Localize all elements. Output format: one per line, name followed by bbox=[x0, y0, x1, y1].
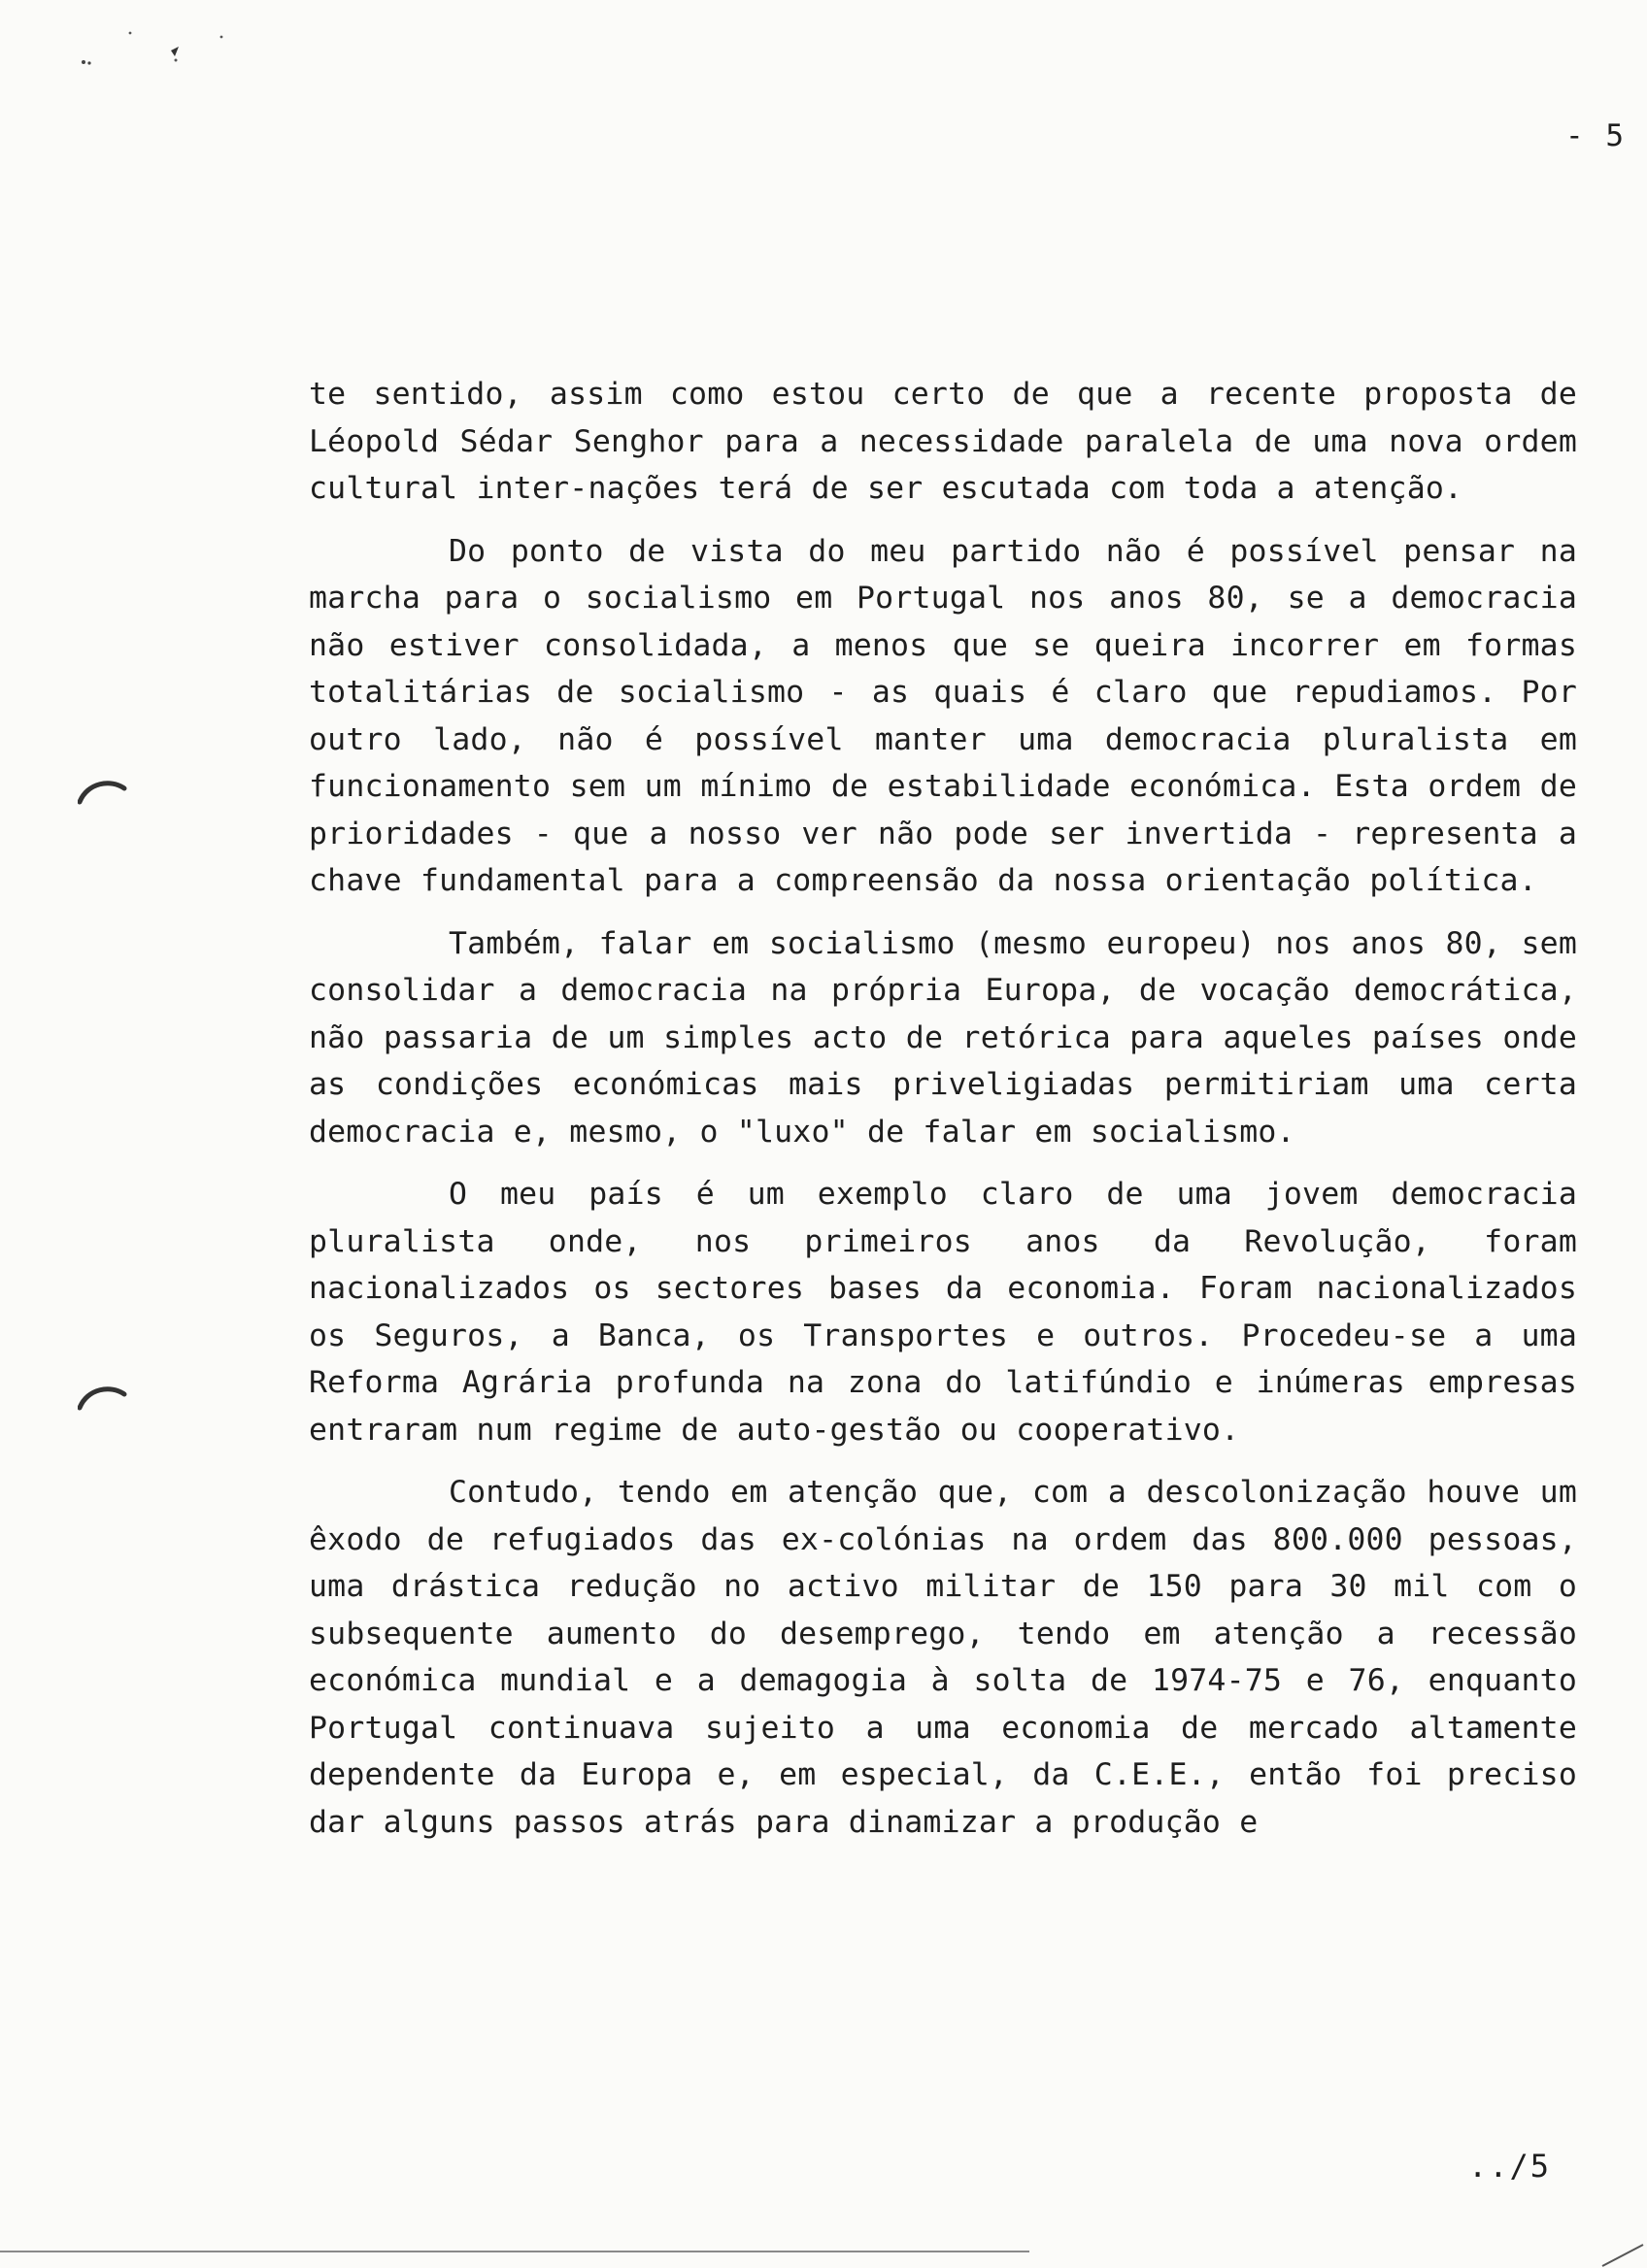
page-number: - 5 bbox=[1565, 118, 1626, 153]
document-body bbox=[309, 371, 1577, 1861]
paragraph: te sentido, assim como estou certo de que a recente proposta de Léopold Sédar Senghor para a necessidade paralela de uma nova ordem cultural inter-nações terá de ser escutada com toda a atenção. bbox=[309, 377, 1577, 506]
page-continuation-marker: ../5 bbox=[1468, 2148, 1552, 2185]
binder-hole-mark bbox=[78, 1383, 128, 1412]
paragraph: Do ponto de vista do meu partido não é possível pensar na marcha para o socialismo em Portugal nos anos 80, se a democracia não estiver consolidada, a menos que se queira incorrer em formas totalitárias de socialismo - as quais é claro que repudiamos. Por outro lado, não é possível manter uma democracia pluralista em funcionamento sem um mínimo de estabilidade económica. Esta ordem de prioridades - que a nosso ver não pode ser invertida - representa a chave fundamental para a compreensão da nossa orientação política. bbox=[309, 533, 1577, 898]
paragraph: O meu país é um exemplo claro de uma jovem democracia pluralista onde, nos primeiros anos da Revolução, foram nacionalizados os sectores bases da economia. Foram nacionalizados os Seguros, a Banca, os Transportes e outros. Procedeu-se a uma Reforma Agrária profunda na zona do latifúndio e inúmeras empresas entraram num regime de auto-gestão ou cooperativo. bbox=[309, 1177, 1577, 1448]
scan-specks bbox=[78, 27, 233, 76]
bottom-rule-line bbox=[0, 2251, 1029, 2252]
paragraph: Contudo, tendo em atenção que, com a descolonização houve um êxodo de refugiados das ex-colónias na ordem das 800.000 pessoas, uma drástica redução no activo militar de 150 para 30 mil com o subsequente aumento do desemprego, tendo em atenção a recessão económica mundial e a demagogia à solta de 1974-75 e 76, enquanto Portugal continuava sujeito a uma economia de mercado altamente dependente da Europa e, em especial, da C.E.E., então foi preciso dar alguns passos atrás para dinamizar a produção e bbox=[309, 1475, 1577, 1840]
paragraph: Também, falar em socialismo (mesmo europeu) nos anos 80, sem consolidar a democracia na própria Europa, de vocação democrática, não passaria de um simples acto de retórica para aqueles países onde as condições económicas mais priveligiadas permitiriam uma certa democracia e, mesmo, o "luxo" de falar em socialismo. bbox=[309, 925, 1577, 1150]
binder-hole-mark bbox=[78, 777, 128, 806]
corner-pen-stroke bbox=[1598, 2233, 1647, 2268]
